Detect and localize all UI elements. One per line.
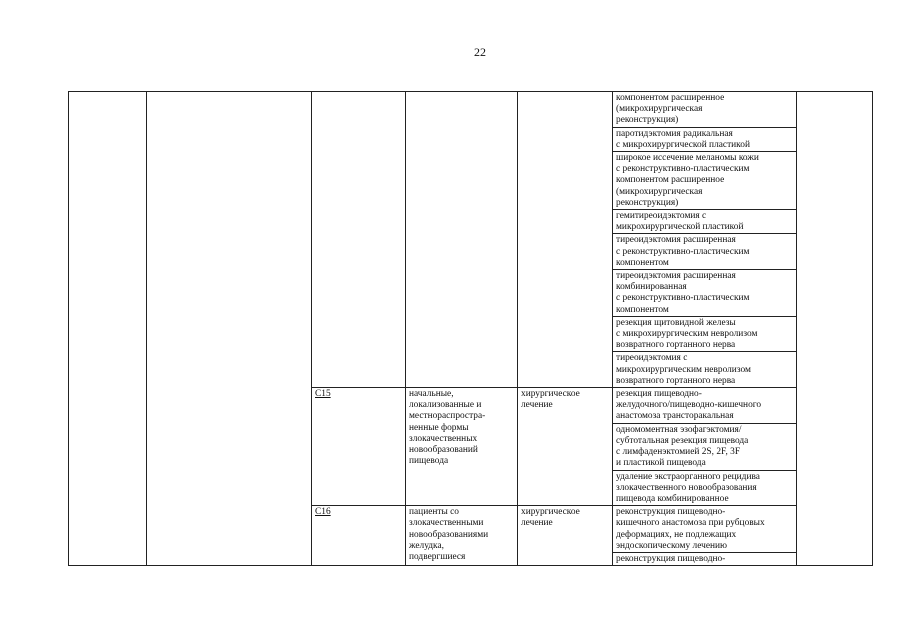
- cell-line: и пластикой пищевода: [616, 458, 706, 469]
- cell-line: одномоментная эзофагэктомия/: [616, 424, 742, 435]
- cell-line: компонентом расширенное: [616, 175, 725, 186]
- cell-line: реконструкция пищеводно-: [616, 553, 726, 564]
- cell-line: локализованные и: [409, 400, 482, 411]
- treatment-type-cell: [518, 506, 613, 566]
- treatment-method-cell: [613, 152, 797, 210]
- cell-line: пищевода: [409, 456, 449, 467]
- treatment-method-cell: [613, 316, 797, 352]
- treatment-method-cell: [613, 552, 797, 565]
- treatment-method-cell: [613, 352, 797, 388]
- cell-line: злокачественных: [409, 433, 478, 444]
- cell-line: резекция пищеводно-: [616, 389, 702, 400]
- cell-line: микрохирургическим невролизом: [616, 364, 751, 375]
- cell-line: хирургическое: [521, 389, 580, 400]
- cell-line: кишечного анастомоза при рубцовых: [616, 518, 765, 529]
- treatment-method-cell: [613, 270, 797, 317]
- cell-line: тиреоидэктомия расширенная: [616, 235, 736, 246]
- treatment-type-cell: [518, 92, 613, 388]
- cell-line: компонентом: [616, 257, 669, 268]
- cell-line: с реконструктивно-пластическим: [616, 246, 750, 257]
- cell-line: с реконструктивно-пластическим: [616, 293, 750, 304]
- treatment-method-cell: [613, 92, 797, 128]
- treatment-method-cell: [613, 388, 797, 424]
- cell-line: новообразований: [409, 445, 478, 456]
- page-number: 22: [474, 45, 486, 59]
- diagnosis-code-cell: [312, 506, 406, 566]
- cell-line: тиреоидэктомия расширенная: [616, 271, 736, 282]
- diagnosis-code-cell: [312, 388, 406, 506]
- cell-line: ненные формы: [409, 422, 469, 433]
- cell-line: местнораспростра-: [409, 411, 486, 422]
- cell-line: злокачественного новообразования: [616, 482, 757, 493]
- cell-line: (микрохирургическая: [616, 186, 703, 197]
- treatment-method-cell: [613, 506, 797, 553]
- cell-line: резекция щитовидной железы: [616, 317, 736, 328]
- cell-line: гемитиреоидэктомия с: [616, 211, 707, 222]
- diagnosis-code-cell: [312, 92, 406, 388]
- cell-line: новообразованиями: [409, 529, 489, 540]
- cell-line: пищевода комбинированное: [616, 493, 729, 504]
- cell-line: возвратного гортанного нерва: [616, 340, 736, 351]
- cell-line: с лимфаденэктомией 2S, 2F, 3F: [616, 447, 741, 458]
- cell-line: желудка,: [409, 540, 444, 551]
- cell-line: лечение: [521, 518, 553, 529]
- cell-line: реконструкция пищеводно-: [616, 507, 726, 518]
- cell-line: начальные,: [409, 389, 454, 400]
- cell-line: удаление экстраорганного рецидива: [616, 471, 760, 482]
- cell-line: (микрохирургическая: [616, 104, 703, 115]
- patient-model-cell: [406, 92, 518, 388]
- cell-line: лечение: [521, 400, 553, 411]
- cell-line: комбинированная: [616, 282, 687, 293]
- cell-line: эндоскопическому лечению: [616, 540, 728, 551]
- cell-line: микрохирургической пластикой: [616, 222, 744, 233]
- cell-line: с реконструктивно-пластическим: [616, 164, 750, 175]
- cell-line: паротидэктомия радикальная: [616, 128, 733, 139]
- cell-line: реконструкция): [616, 115, 679, 126]
- empty-cell-1: [69, 92, 147, 566]
- treatment-table: [68, 91, 873, 566]
- cell-line: хирургическое: [521, 507, 580, 518]
- empty-cell-2: [147, 92, 312, 566]
- cell-line: анастомоза трансторакальная: [616, 411, 734, 422]
- treatment-method-cell: [613, 423, 797, 470]
- cell-line: возвратного гортанного нерва: [616, 375, 736, 386]
- cell-line: реконструкция): [616, 197, 679, 208]
- table-body: [69, 92, 873, 566]
- cell-line: подвергшиеся: [409, 551, 466, 562]
- cell-line: желудочного/пищеводно-кишечного: [616, 400, 762, 411]
- cell-line: компонентом расширенное: [616, 93, 725, 103]
- cell-line: с микрохирургической пластикой: [616, 139, 750, 150]
- diagnosis-code: C15: [315, 389, 331, 400]
- treatment-method-cell: [613, 234, 797, 270]
- empty-cell-last: [797, 92, 873, 566]
- cell-line: злокачественными: [409, 518, 484, 529]
- cell-line: субтотальная резекция пищевода: [616, 435, 749, 446]
- cell-line: широкое иссечение меланомы кожи: [616, 153, 759, 164]
- treatment-type-cell: [518, 388, 613, 506]
- treatment-method-cell: [613, 127, 797, 151]
- patient-model-cell: [406, 388, 518, 506]
- treatment-method-cell: [613, 470, 797, 506]
- cell-line: пациенты со: [409, 507, 459, 518]
- cell-line: компонентом: [616, 304, 669, 315]
- table-row: [69, 92, 873, 128]
- treatment-method-cell: [613, 210, 797, 234]
- cell-line: деформациях, не подлежащих: [616, 529, 737, 540]
- diagnosis-code: C16: [315, 507, 331, 518]
- patient-model-cell: [406, 506, 518, 566]
- cell-line: тиреоидэктомия с: [616, 353, 688, 364]
- cell-line: с микрохирургическим невролизом: [616, 329, 758, 340]
